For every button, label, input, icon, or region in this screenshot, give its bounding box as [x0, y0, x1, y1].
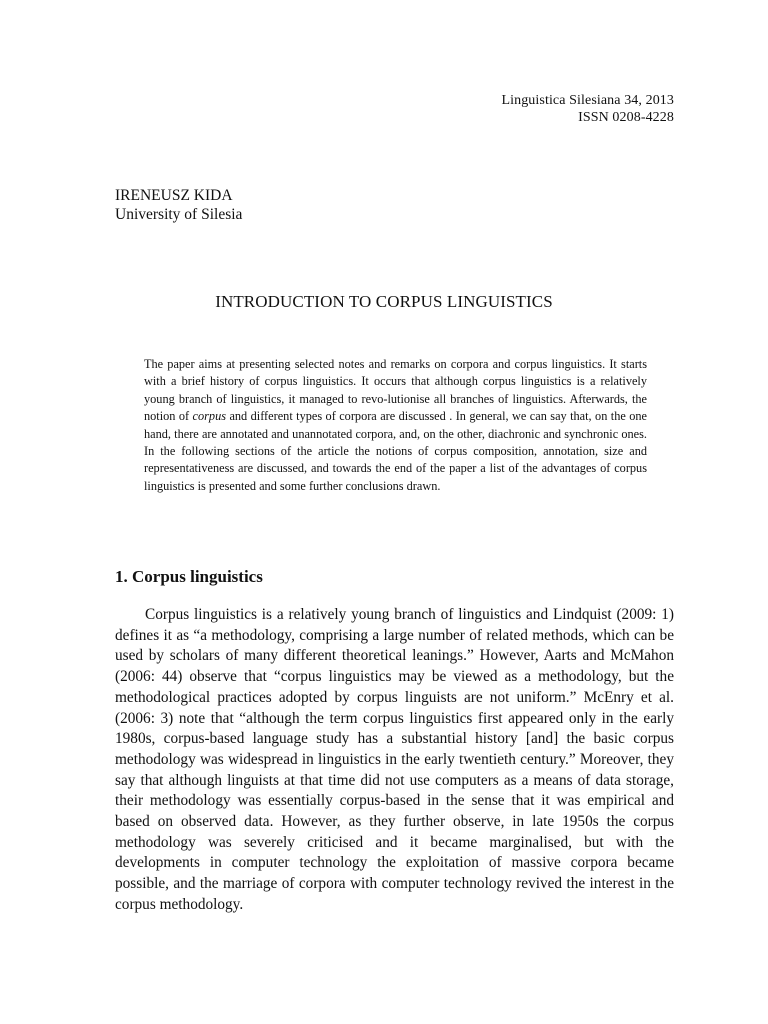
- journal-issn: ISSN 0208-4228: [578, 110, 674, 125]
- abstract-italic-term: corpus: [192, 409, 227, 424]
- author-name: IRENEUSZ KIDA: [115, 187, 233, 204]
- journal-citation: Linguistica Silesiana 34, 2013: [501, 93, 674, 108]
- abstract-text-part2: and different types of corpora are discussed . In general, we can say that, on the one hand, there are annotated and unannotated corpora, and, on the other, diachronic and synchronic ones. In the following sections of the article the notions of corpus composition, annotation, size and representativeness are discussed, and towards the end of the paper a list of the advantages of corpus linguistics is presented and some further conclusions drawn.: [144, 409, 647, 493]
- journal-header: [501, 92, 674, 126]
- abstract-text-part1: The paper aims at presenting selected notes and remarks on corpora and corpus linguistics. It starts with a brief history of corpus linguistics. It occurs that although corpus linguistics is a relatively young branch of linguistics, it managed to revo-lutionise all branches of linguistics. Afterwards, the notion of: [144, 357, 647, 424]
- section-heading: 1. Corpus linguistics: [115, 567, 263, 586]
- paper-title: INTRODUCTION TO CORPUS LINGUISTICS: [215, 292, 553, 311]
- author-block: [115, 186, 242, 224]
- abstract: [144, 356, 647, 495]
- body-paragraph: Corpus linguistics is a relatively young branch of linguistics and Lindquist (2009: 1) defines it as “a methodology, comprising a large number of related methods, which can be used by scholars of many different theoretical leanings.” However, Aarts and McMahon (2006: 44) observe that “corpus linguistics may be viewed as a methodology, but the methodological practices adopted by corpus linguists are not uniform.” McEnry et al. (2006: 3) note that “although the term corpus linguistics first appeared only in the early 1980s, corpus-based language study has a substantial history [and] the basic corpus methodology was widespread in linguistics in the early twentieth century.” Moreover, they say that although linguists at that time did not use computers as a means of data storage, their methodology was essentially corpus-based in the sense that it was empirical and based on observed data. However, as they further observe, in late 1950s the corpus methodology was severely criticised and it became marginalised, but with the developments in computer technology the exploitation of massive corpora became possible, and the marriage of corpora with computer technology revived the interest in the corpus methodology.: [115, 606, 674, 913]
- author-affiliation: University of Silesia: [115, 206, 243, 223]
